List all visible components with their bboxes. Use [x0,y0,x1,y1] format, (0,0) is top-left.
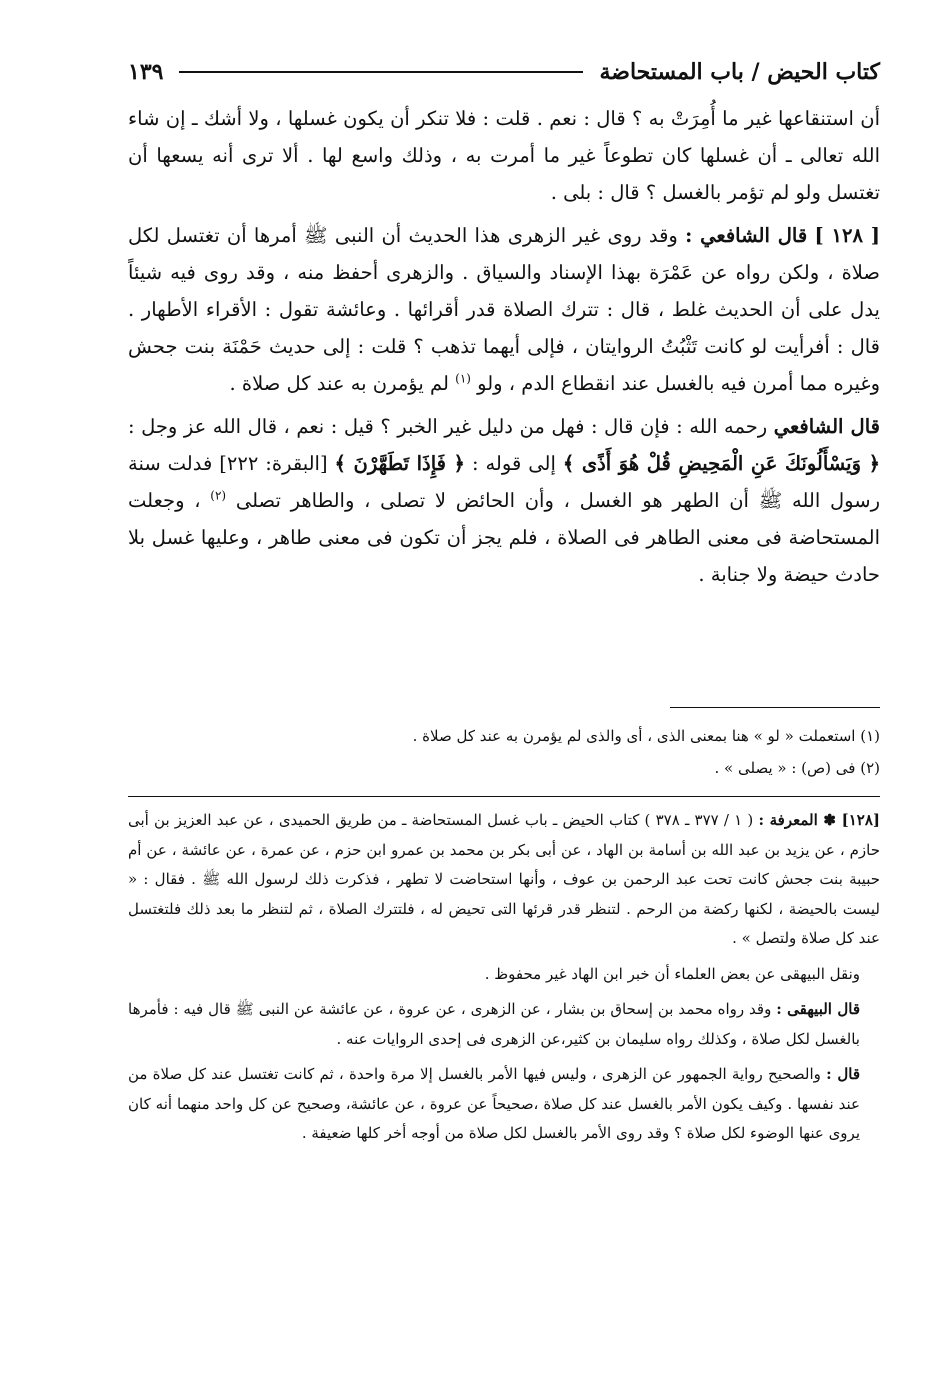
footnote-2: (٢) فى (ص) : « يصلى » . [714,759,880,777]
paragraph-3-text-a: رحمه الله : فإن قال : فهل من دليل غير الخبر ؟ قيل : نعم ، قال الله عز وجل : [128,415,768,438]
paragraph-2 [128,217,880,402]
paragraph-2-text-b: لم يؤمرن به عند كل صلاة . [229,372,449,395]
commentary-2: ونقل البيهقى عن بعض العلماء أن خبر ابن الهاد غير محفوظ . [484,964,860,983]
paragraph-3-text-c: [البقرة: ٢٢٢] فدلت سنة رسول الله ﷺ أن الطهر هو الغسل ، وأن الحائض لا تصلى ، والطاهر تصلى [128,452,881,512]
commentary-3-text: وقد رواه محمد بن إسحاق بن بشار ، عن الزهرى ، عن عروة ، عن عائشة عن النبى ﷺ قال فيه : فأمرها بالغسل لكل صلاة ، وكذلك رواه سليمان بن كثير،عن الزهرى فى إحدى الروايات عنه . [128,1000,860,1048]
footnote-1: (١) استعملت « لو » هنا بمعنى الذى ، أى والذى لم يؤمرن به عند كل صلاة . [412,727,880,745]
speaker-label: قال الشافعي : [685,224,808,247]
quran-verse-1: ﴿ وَيَسْأَلُونَكَ عَنِ الْمَحِيضِ قُلْ هُوَ أَذًى ﴾ [562,452,881,475]
footnote-ref-1: (١) [455,371,471,386]
commentary [128,806,880,1149]
commentary-tag: قال : [826,1065,860,1083]
header-title: كتاب الحيض / باب المستحاضة [599,59,880,85]
main-text [128,100,880,593]
paragraph-3 [128,408,880,593]
header-rule [179,71,583,73]
page-number: ١٣٩ [128,59,164,85]
commentary-1-text: ( ١ / ٣٧٧ ـ ٣٧٨ ) كتاب الحيض ـ باب غسل المستحاضة ـ من طريق الحميدى ، عن عبد العزيز بن أبى حازم ، عن يزيد بن عبد الله بن أسامة بن الهاد ، عن أبى بكر بن محمد بن عمرو ابن حزم ، عن عمرة ، عن عائشة ، عن أم حبيبة بنت جحش كانت تحت عبد الرحمن بن عوف ، وأنها استحاضت لا تطهر ، فذكرت ذلك لرسول الله ﷺ . فقال : « ليست بالحيضة ، لكنها ركضة من الرحم . لتنظر قدر قرئها التى تحيض له ، فلتترك الصلاة ، ثم لتنظر ما بعد ذلك فلتغتسل عند كل صلاة ولتصل » . [128,811,880,947]
paragraph-3-text-d: ، وجعلت المستحاضة فى معنى الطاهر فى الصلاة ، فلم يجز أن تكون فى معنى طاهر ، وعليها غسل بلا حادث حيضة ولا جنابة . [128,489,880,586]
paragraph-2-text-a: وقد روى غير الزهرى هذا الحديث أن النبى ﷺ أمرها أن تغتسل لكل صلاة ، ولكن رواه عن عَمْرَة بهذا الإسناد والسياق . والزهرى أحفظ منه ، وقد روى فيه شيئاً يدل على أن الحديث غلط ، قال : تترك الصلاة قدر أقرائها . وعائشة تقول : الأقراء الأطهار . قال : أفرأيت لو كانت تَثْبُتُ الروايتان ، فإلى أيهما تذهب ؟ قلت : إلى حديث حَمْنَة بنت جحش وغيره مما أمرن فيه بالغسل عند انقطاع الدم ، ولو [128,224,880,395]
speaker-label: قال الشافعي [773,415,880,438]
section-number: [ ١٢٨ ] [814,224,881,247]
commentary-tag: [١٢٨] ✽ المعرفة : [758,811,880,829]
paragraph-1: أن استنقاعها غير ما أُمِرَتْ به ؟ قال : نعم . قلت : فلا تنكر أن يكون غسلها ، ولا أشك ـ إن شاء الله تعالى ـ أن غسلها كان تطوعاً غير ما أمرت به ، وذلك واسع لها . ألا ترى أنه يسعها أن تغتسل ولو لم تؤمر بالغسل ؟ قال : بلى . [128,107,880,204]
commentary-4 [128,1060,880,1149]
commentary-rule [128,796,880,797]
paragraph-3-text-b: إلى قوله : [471,452,556,475]
footnote-rule [670,707,880,708]
commentary-1 [128,806,880,954]
footnotes [128,720,880,784]
footnote-ref-2: (٢) [210,488,227,503]
commentary-4-text: والصحيح رواية الجمهور عن الزهرى ، وليس فيها الأمر بالغسل إلا مرة واحدة ، ثم كانت تغتسل عند كل صلاة من عند نفسها . وكيف يكون الأمر بالغسل عند كل صلاة ،صحيحاً عن عروة ، عن عائشة، وصحيح عن كل واحد منهما أنه كان يروى عنها الوضوء لكل صلاة ؟ وقد روى الأمر بالغسل لكل صلاة من أوجه أخر كلها ضعيفة . [128,1065,860,1142]
commentary-3 [128,995,880,1054]
commentary-tag: قال البيهقى : [776,1000,860,1018]
quran-verse-2: ﴿ فَإِذَا تَطَهَّرْنَ ﴾ [334,452,465,475]
running-header [128,52,880,92]
